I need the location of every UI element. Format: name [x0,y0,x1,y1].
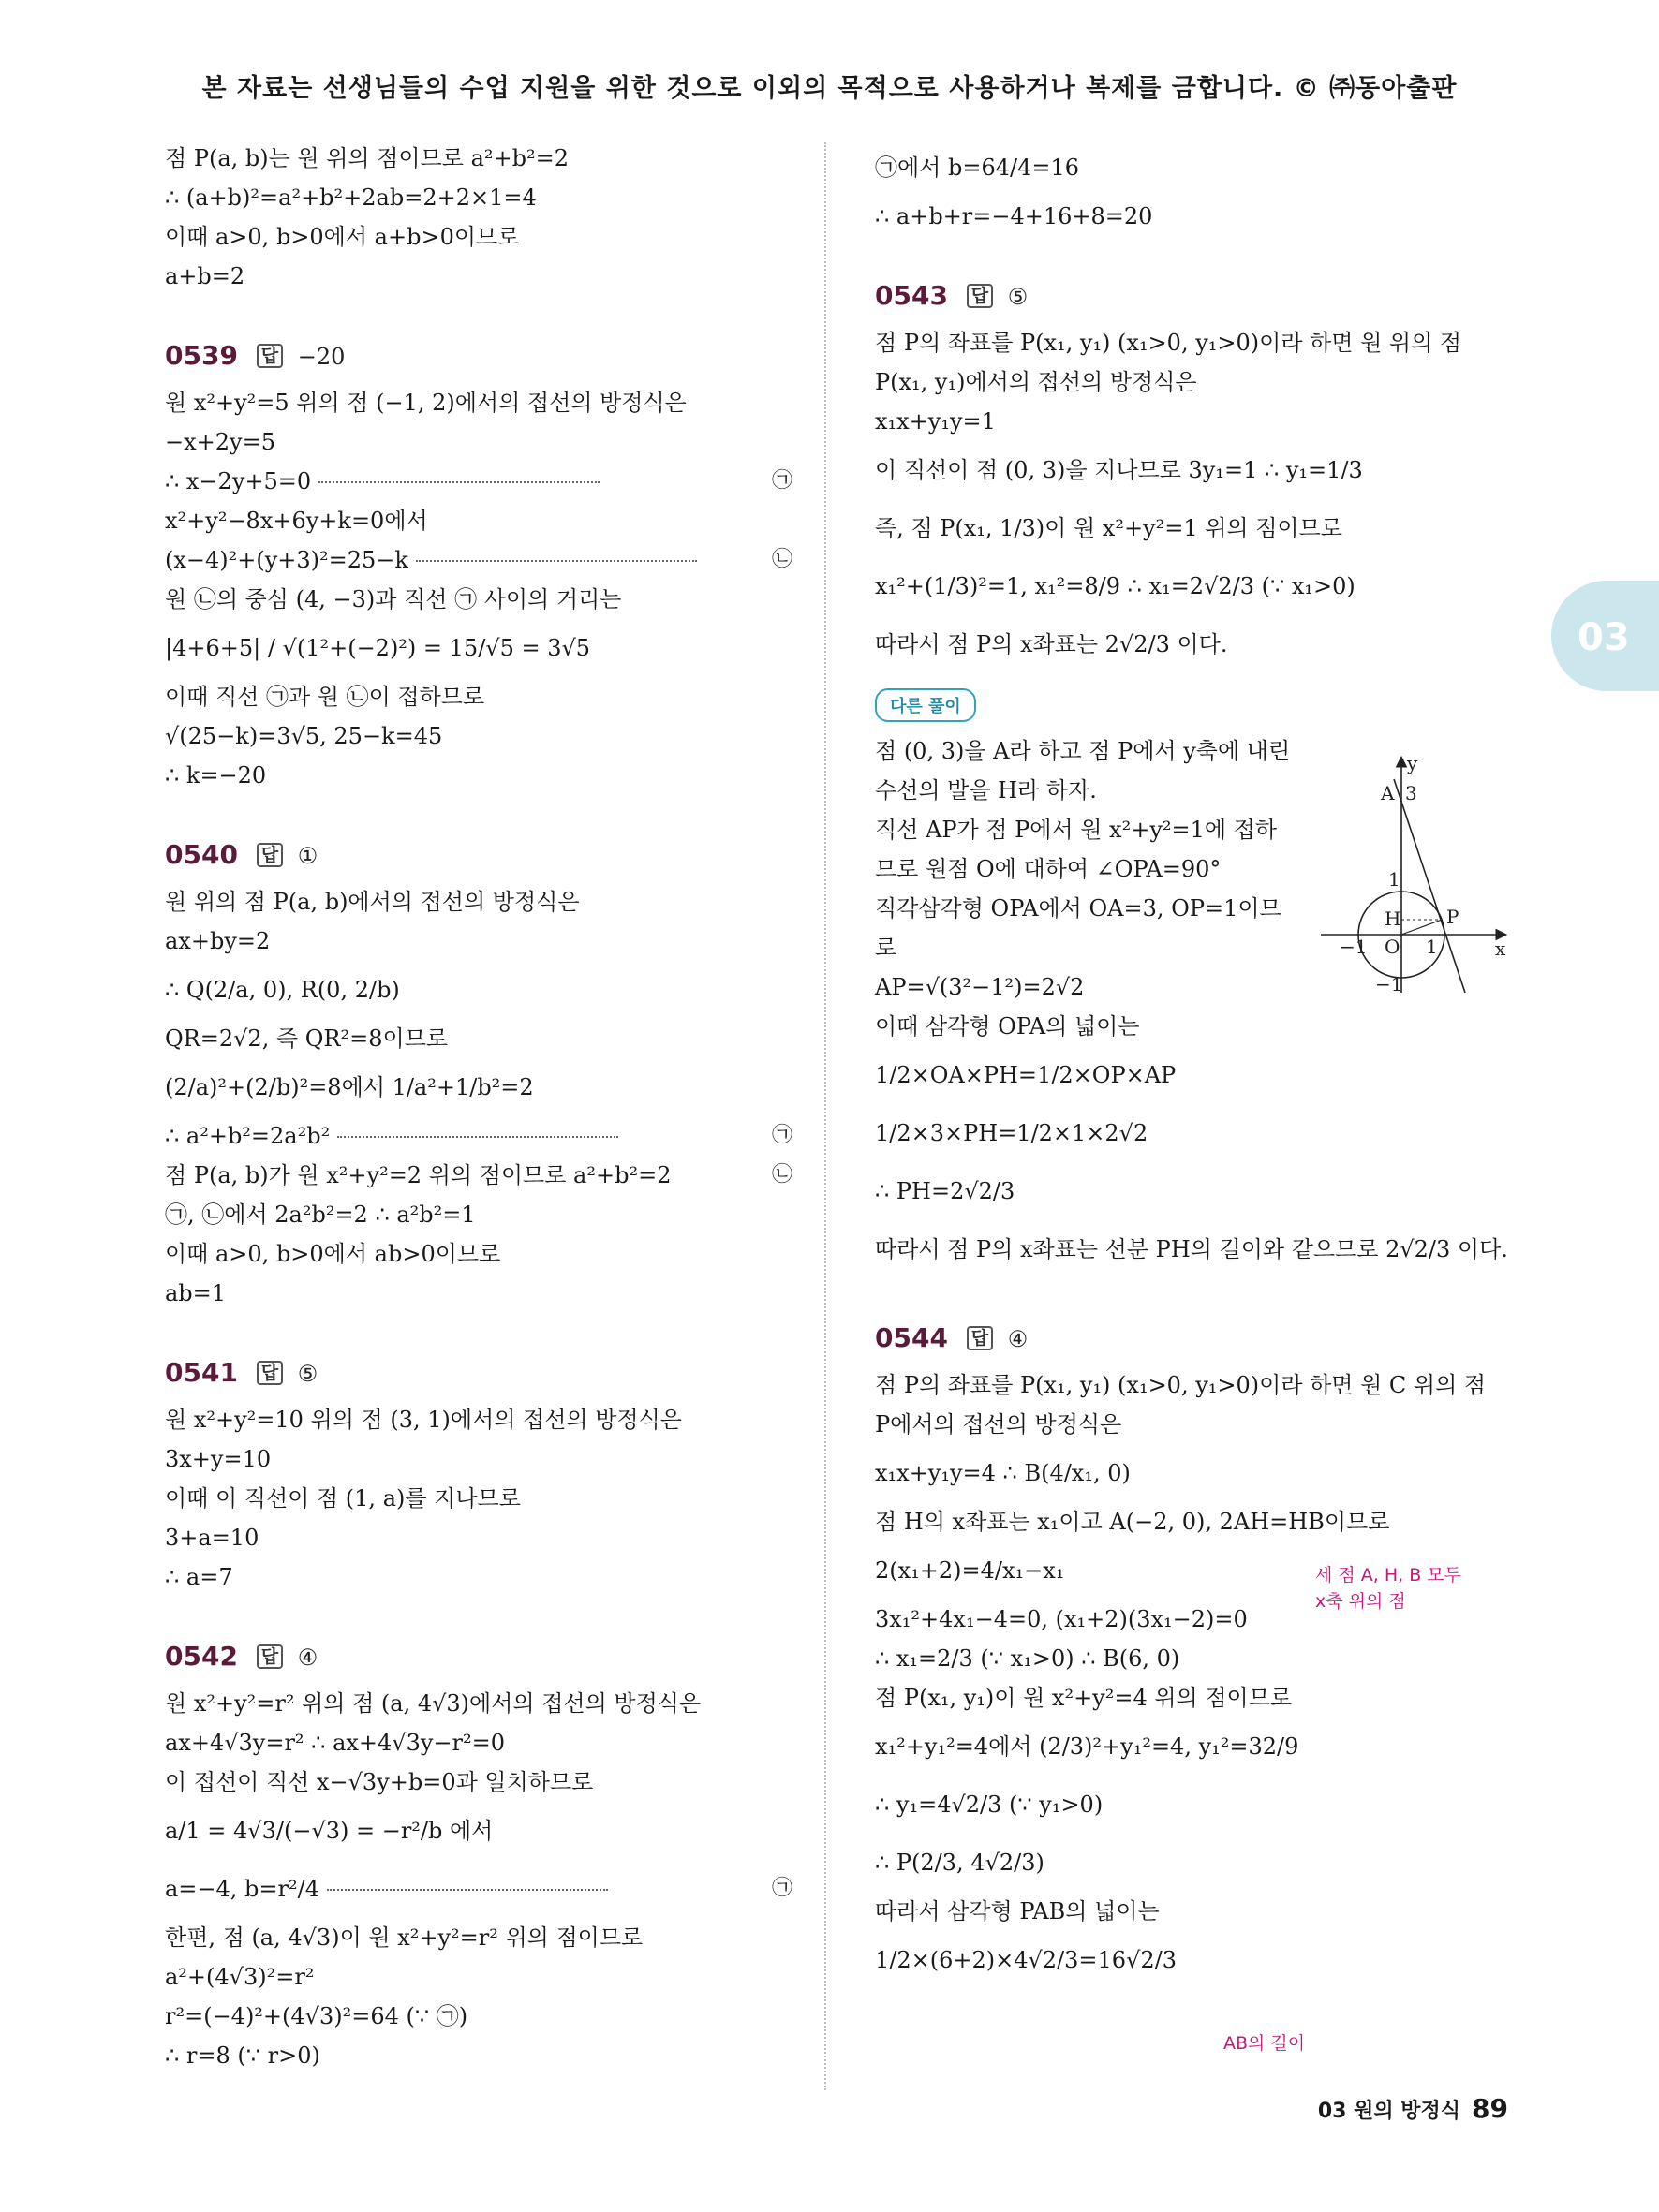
fraction-line: 1/2×OA×PH=1/2×OP×AP [875,1062,1177,1088]
label-o: O [1385,936,1400,958]
line-text: (x−4)²+(y+3)²=25−k [165,547,408,573]
line-text: a=−4, b=r²/4 [165,1876,319,1902]
fraction-line: 따라서 점 P의 x좌표는 선분 PH의 길이와 같으므로 2√2/3 이다. [875,1236,1508,1262]
line: 원 위의 점 P(a, b)에서의 접선의 방정식은 [165,889,580,915]
line: AP=√(3²−1²)=2√2 [875,974,1085,1000]
fraction-line: 2(x₁+2)=4/x₁−x₁ [875,1557,1065,1584]
circle-tangent-figure [1321,751,1508,995]
problem-number: 0540 [165,839,238,870]
problem-number: 0539 [165,340,238,371]
line: 원 x²+y²=5 위의 점 (−1, 2)에서의 접선의 방정식은 [165,390,687,416]
answer-tag: 답 [967,284,993,308]
fraction-line: ∴ y₁=4√2/3 (∵ y₁>0) [875,1792,1104,1818]
line: ∴ x₁=2/3 (∵ x₁>0) ∴ B(6, 0) [875,1645,1180,1672]
left-column [165,139,792,2075]
line-with-mark [165,462,792,501]
label-p: P [1446,906,1459,928]
fraction-line: 따라서 점 P의 x좌표는 2√2/3 이다. [875,631,1228,657]
fraction-line: x₁x+y₁y=4 ∴ B(4/x₁, 0) [875,1460,1131,1486]
fraction-line: 즉, 점 P(x₁, 1/3)이 원 x²+y²=1 위의 점이므로 [875,515,1342,541]
problem-number: 0543 [875,280,948,311]
line: 므로 원점 O에 대하여 ∠OPA=90° [875,856,1222,882]
circled-mark: ㉡ [771,1163,792,1187]
leader-dots [337,1136,618,1138]
line: 3x₁²+4x₁−4=0, (x₁+2)(3x₁−2)=0 [875,1606,1248,1632]
line: P에서의 접선의 방정식은 [875,1411,1122,1438]
radius-op [1401,920,1442,935]
label-x: x [1495,937,1506,960]
line: 직선 AP가 점 P에서 원 x²+y²=1에 접하 [875,817,1278,843]
line-text: 점 P(a, b)가 원 x²+y²=2 위의 점이므로 a²+b²=2 [165,1162,672,1188]
fraction-line: (2/a)²+(2/b)²=8에서 1/a²+1/b²=2 [165,1074,534,1100]
fraction-line: 1/2×3×PH=1/2×1×2√2 [875,1120,1148,1146]
line: 3x+y=10 [165,1446,272,1472]
line: ax+by=2 [165,928,271,954]
line-text: ∴ a²+b²=2a²b² [165,1123,331,1149]
problem-number: 0544 [875,1322,948,1353]
leader-dots [416,560,697,562]
line-with-mark [165,1156,792,1195]
annotation-note: AB의 길이 [1223,2033,1306,2054]
line: 원 ㉡의 중심 (4, −3)과 직선 ㉠ 사이의 거리는 [165,586,622,612]
line: 점 P(x₁, y₁)이 원 x²+y²=4 위의 점이므로 [875,1685,1293,1711]
answer-value: ⑤ [1007,284,1029,310]
chapter-title: 03 원의 방정식 [1317,2100,1461,2123]
problem-heading-0541 [165,1354,792,1393]
fraction-line: x₁²+y₁²=4에서 (2/3)²+y₁²=4, y₁²=32/9 [875,1733,1299,1760]
line: 이때 a>0, b>0에서 a+b>0이므로 [165,224,520,250]
problem-heading-0539 [165,337,792,376]
line: 로 [875,935,897,961]
line: −x+2y=5 [165,429,275,455]
line: x₁x+y₁y=1 [875,408,996,435]
line: ㉠, ㉡에서 2a²b²=2 ∴ a²b²=1 [165,1202,476,1228]
line: ab=1 [165,1280,227,1306]
tangent-line [1394,779,1465,993]
line: P(x₁, y₁)에서의 접선의 방정식은 [875,369,1197,395]
problem-heading-0543 [875,277,1503,316]
fraction-line: x₁²+(1/3)²=1, x₁²=8/9 ∴ x₁=2√2/3 (∵ x₁>0) [875,573,1355,599]
answer-tag: 답 [257,1361,283,1385]
fraction-line: ∴ Q(2/a, 0), R(0, 2/b) [165,977,400,1003]
line: 이때 삼각형 OPA의 넓이는 [875,1013,1140,1040]
problem-heading-0540 [165,836,792,875]
label-a: A [1381,782,1395,804]
circled-mark: ㉠ [771,1877,792,1900]
line: QR=2√2, 즉 QR²=8이므로 [165,1025,449,1052]
fraction-line: 이 직선이 점 (0, 3)을 지나므로 3y₁=1 ∴ y₁=1/3 [875,457,1363,483]
fraction-line: |4+6+5| / √(1²+(−2)²) = 15/√5 = 3√5 [165,635,591,661]
line: 원 x²+y²=10 위의 점 (3, 1)에서의 접선의 방정식은 [165,1407,682,1433]
circled-mark: ㉠ [771,469,792,493]
line: 점 (0, 3)을 A라 하고 점 P에서 y축에 내린 [875,738,1291,764]
line: ∴ k=−20 [165,762,267,789]
label-h: H [1385,907,1401,930]
line: ∴ (a+b)²=a²+b²+2ab=2+2×1=4 [165,184,537,211]
label-neg1-left: −1 [1340,936,1368,958]
right-column [875,139,1508,1989]
label-y: y [1407,752,1418,774]
page-number: 89 [1472,2093,1508,2124]
line: x²+y²−8x+6y+k=0에서 [165,508,428,534]
circled-mark: ㉠ [771,1124,792,1147]
fraction-line: ∴ PH=2√2/3 [875,1178,1015,1204]
answer-value: −20 [297,344,346,370]
fraction-line: 1/2×(6+2)×4√2/3=16√2/3 [875,1947,1177,1973]
circled-mark: ㉡ [771,548,792,571]
line: a+b=2 [165,263,245,289]
line: 이때 이 직선이 점 (1, a)를 지나므로 [165,1485,521,1512]
alternative-solution-badge: 다른 풀이 [875,688,976,722]
answer-tag: 답 [967,1326,993,1350]
line: 수선의 발을 H라 하자. [875,777,1097,804]
answer-tag: 답 [257,344,283,368]
label-one-right: 1 [1426,936,1438,958]
line: √(25−k)=3√5, 25−k=45 [165,723,443,749]
line: 따라서 삼각형 PAB의 넓이는 [875,1898,1160,1924]
annotation-note: 세 점 A, H, B 모두 x축 위의 점 [1315,1565,1462,1612]
answer-value: ⑤ [297,1361,318,1387]
label-neg1-bottom: −1 [1375,973,1403,995]
line: 한편, 점 (a, 4√3)이 원 x²+y²=r² 위의 점이므로 [165,1924,644,1951]
fraction-line: ㉠에서 b=64/4=16 [875,155,1080,181]
line: 점 H의 x좌표는 x₁이고 A(−2, 0), 2AH=HB이므로 [875,1509,1390,1535]
answer-tag: 답 [257,843,283,867]
label-three: 3 [1405,782,1417,804]
problem-heading-0542 [165,1638,792,1676]
line: 점 P의 좌표를 P(x₁, y₁) (x₁>0, y₁>0)이라 하면 원 C 위의 점 [875,1372,1487,1398]
copyright-notice: 본 자료는 선생님들의 수업 지원을 위한 것으로 이외의 목적으로 사용하거나 복제를 금합니다. © ㈜동아출판 [201,74,1458,103]
line-with-mark [165,1860,792,1918]
chapter-tab-label: 03 [1578,616,1630,659]
line-with-mark [165,540,792,580]
answer-value: ④ [297,1644,318,1671]
column-divider [824,142,826,2090]
line: 이 접선이 직선 x−√3y+b=0과 일치하므로 [165,1769,594,1795]
line: 점 P의 좌표를 P(x₁, y₁) (x₁>0, y₁>0)이라 하면 원 위의 점 [875,330,1462,356]
chapter-side-tab [1551,581,1659,691]
leader-dots [327,1889,608,1891]
line: ∴ a=7 [165,1564,233,1590]
line: a²+(4√3)²=r² [165,1964,315,1990]
answer-value: ① [297,843,318,869]
answer-tag: 답 [257,1644,283,1669]
page-footer [1311,2093,1508,2124]
fraction-line: ∴ P(2/3, 4√2/3) [875,1850,1044,1876]
problem-number: 0542 [165,1641,238,1672]
line: 직각삼각형 OPA에서 OA=3, OP=1이므 [875,895,1281,922]
line: ∴ a+b+r=−4+16+8=20 [875,203,1153,229]
line: 이때 a>0, b>0에서 ab>0이므로 [165,1241,501,1267]
line: 3+a=10 [165,1525,259,1551]
problem-number: 0541 [165,1357,238,1388]
line-text: ∴ x−2y+5=0 [165,468,312,494]
leader-dots [318,481,600,483]
line: 원 x²+y²=r² 위의 점 (a, 4√3)에서의 접선의 방정식은 [165,1690,702,1717]
label-one-top: 1 [1388,868,1400,891]
fraction-line: a/1 = 4√3/(−√3) = −r²/b 에서 [165,1818,494,1844]
line: ax+4√3y=r² ∴ ax+4√3y−r²=0 [165,1730,505,1756]
line-with-mark [165,1116,792,1156]
answer-value: ④ [1007,1326,1029,1352]
line: 점 P(a, b)는 원 위의 점이므로 a²+b²=2 [165,145,570,171]
line: ∴ r=8 (∵ r>0) [165,2042,320,2069]
line: r²=(−4)²+(4√3)²=64 (∵ ㉠) [165,2003,468,2029]
problem-heading-0544 [875,1320,1503,1358]
line: 이때 직선 ㉠과 원 ㉡이 접하므로 [165,684,485,710]
